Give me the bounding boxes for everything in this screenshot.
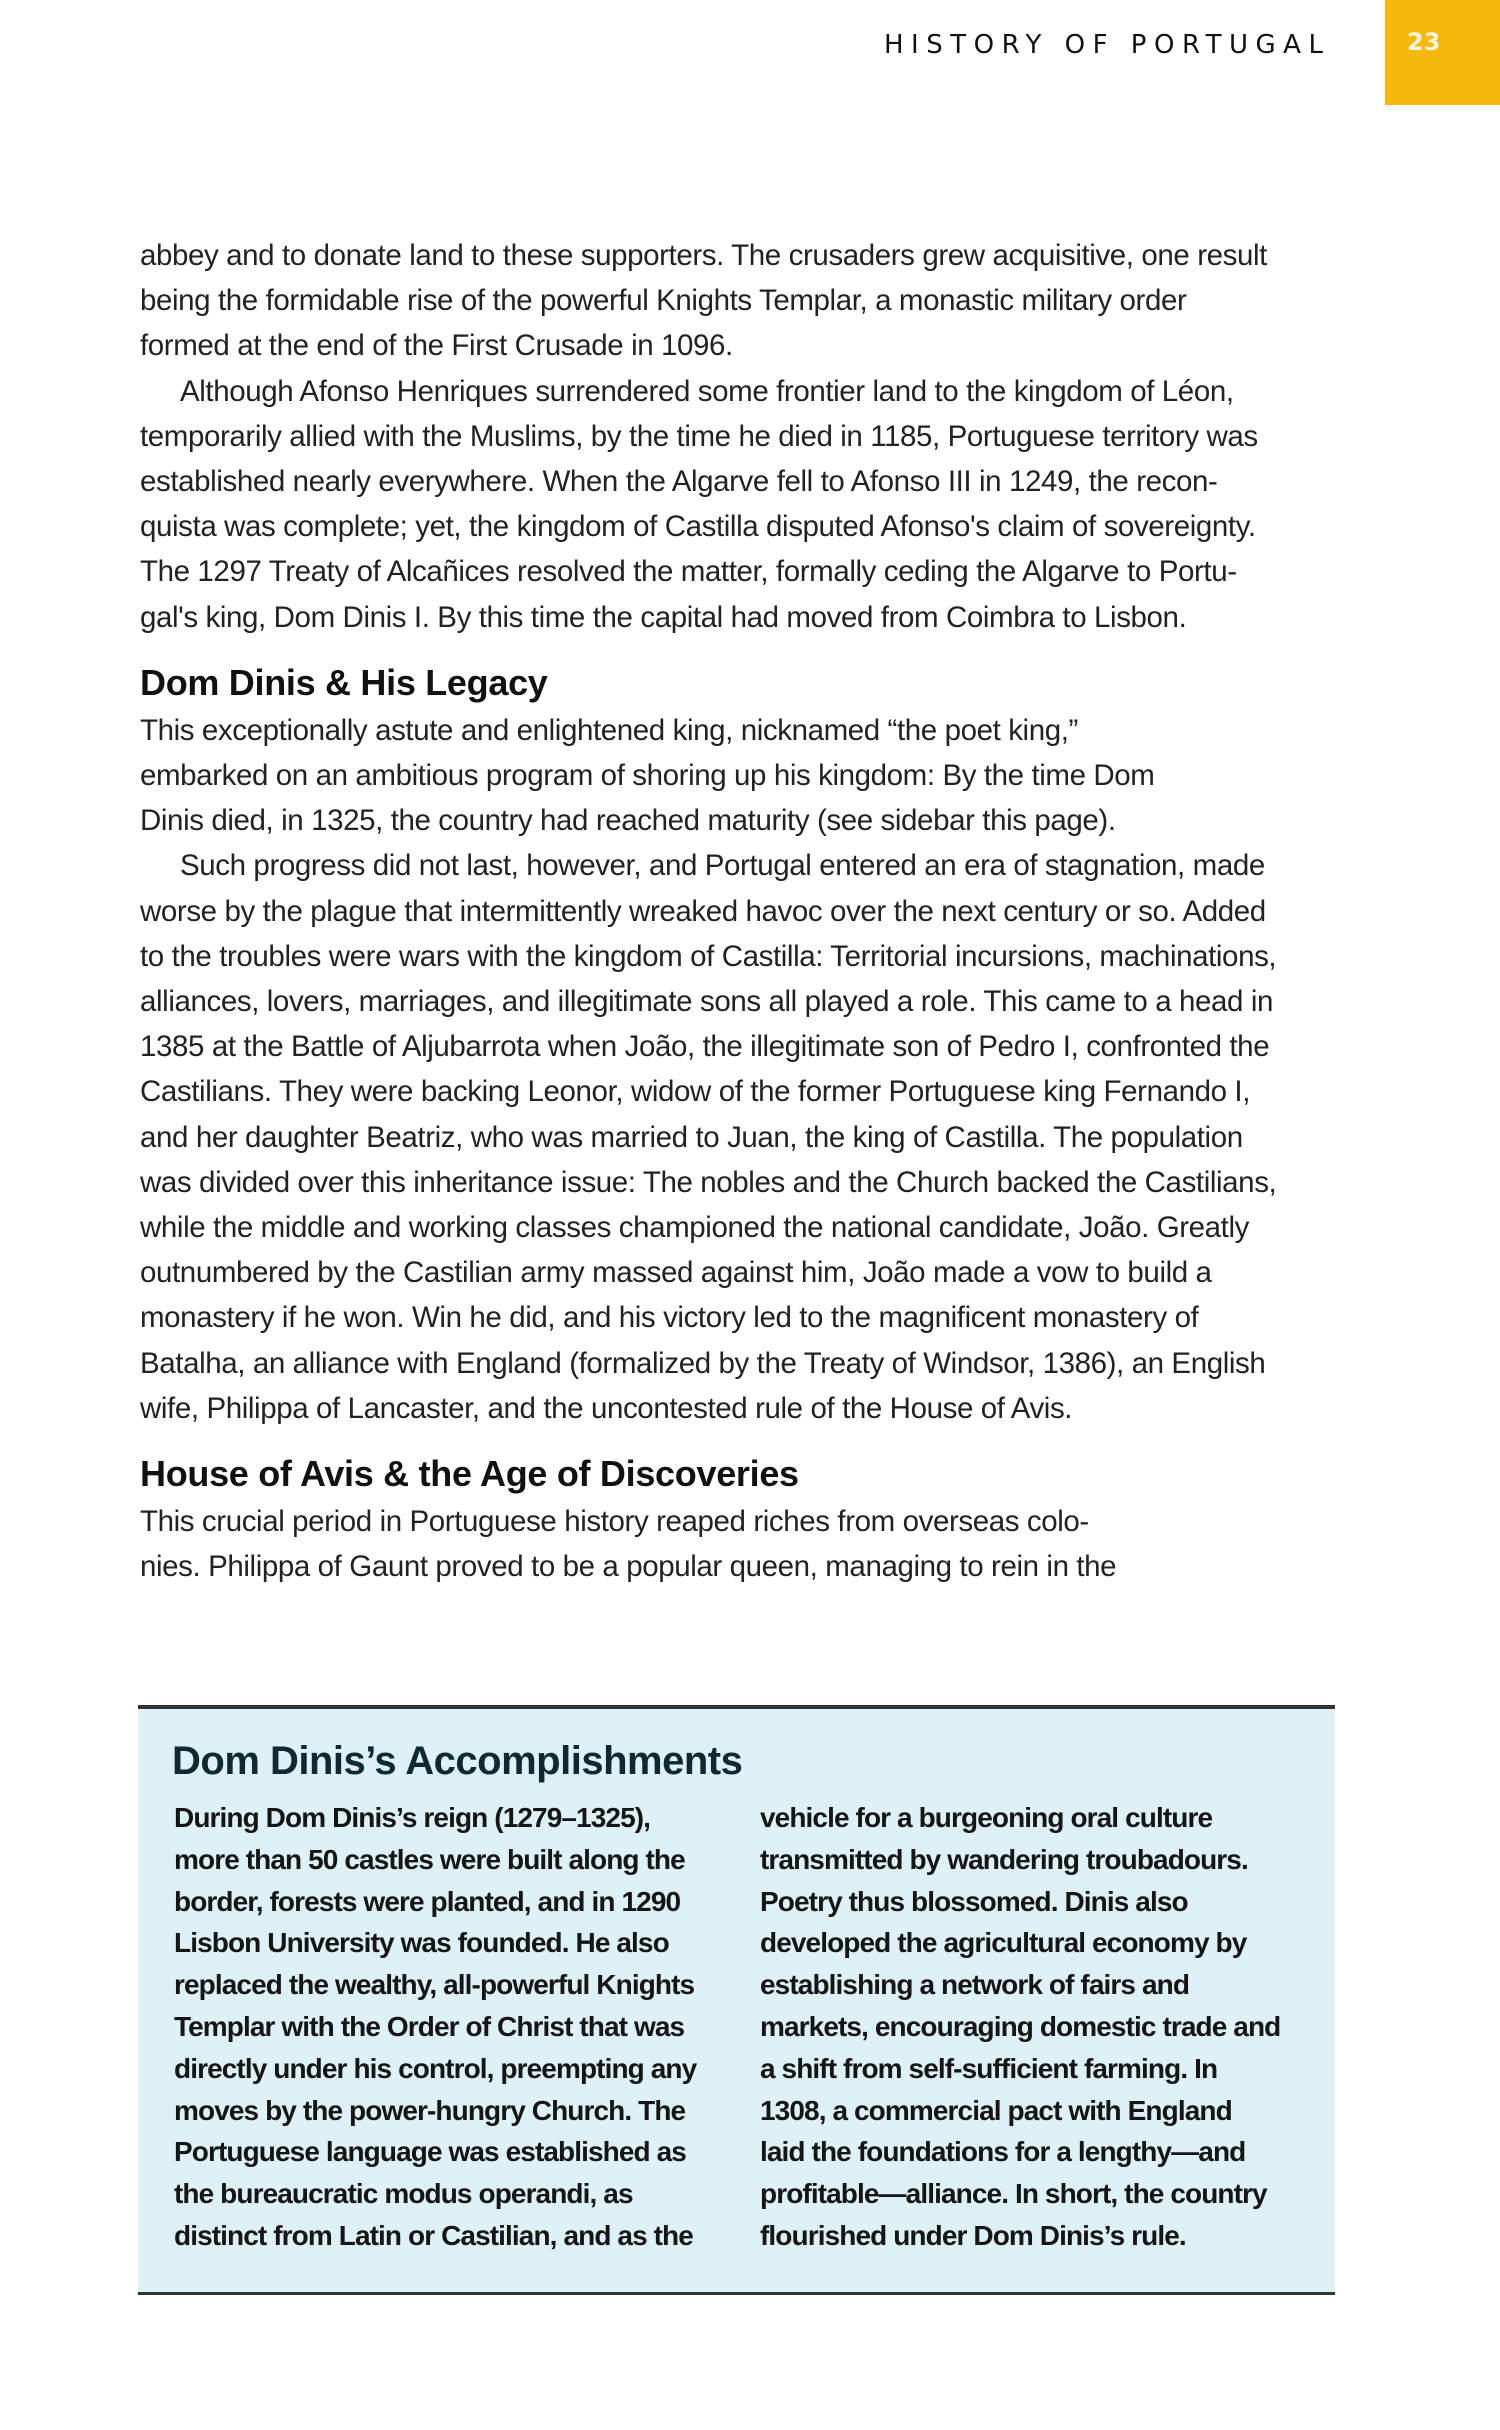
- text-line: Portuguese language was established as: [174, 2136, 686, 2168]
- text-line: moves by the power-hungry Church. The: [174, 2094, 686, 2126]
- text-line: During Dom Dinis’s reign (1279–1325),: [174, 1802, 651, 1833]
- text-line: Such progress did not last, however, and Portugal entered an era of stagnation, made: [180, 849, 1265, 883]
- sidebar-column-right: [760, 1797, 1280, 2257]
- sidebar-title: Dom Dinis’s Accomplishments: [172, 1739, 743, 1783]
- text-line: worse by the plague that intermittently wreaked havoc over the next century or so. Added: [140, 894, 1266, 928]
- text-line: Poetry thus blossomed. Dinis also: [760, 1885, 1188, 1917]
- text-line: more than 50 castles were built along the: [174, 1843, 685, 1875]
- text-line: profitable—alliance. In short, the country: [760, 2178, 1267, 2210]
- sidebar-box: [138, 1705, 1335, 2295]
- paragraph: [140, 1499, 1250, 1589]
- text-line: being the formidable rise of the powerful Knights Templar, a monastic military order: [140, 284, 1187, 318]
- text-line: embarked on an ambitious program of shoring up his kingdom: By the time Dom: [140, 759, 1155, 793]
- text-line: wife, Philippa of Lancaster, and the uncontested rule of the House of Avis.: [140, 1391, 1073, 1425]
- text-line: was divided over this inheritance issue: The nobles and the Church backed the Castilians,: [140, 1165, 1277, 1199]
- text-line: established nearly everywhere. When the Algarve fell to Afonso III in 1249, the recon-: [140, 465, 1218, 499]
- paragraph: [140, 843, 1277, 1431]
- text-line: 1385 at the Battle of Aljubarrota when João, the illegitimate son of Pedro I, confronted the: [140, 1030, 1270, 1064]
- text-line: 1308, a commercial pact with England: [760, 2094, 1232, 2126]
- text-line: alliances, lovers, marriages, and illegitimate sons all played a role. This came to a head in: [140, 985, 1274, 1019]
- text-line: quista was complete; yet, the kingdom of Castilla disputed Afonso's claim of sovereignty.: [140, 510, 1256, 544]
- text-line: border, forests were planted, and in 1290: [174, 1885, 681, 1917]
- text-line: while the middle and working classes championed the national candidate, João. Greatly: [140, 1211, 1249, 1245]
- text-line: Dinis died, in 1325, the country had reached maturity (see sidebar this page).: [140, 804, 1116, 838]
- text-line: directly under his control, preempting any: [174, 2052, 697, 2084]
- paragraph: [140, 233, 1267, 369]
- paragraph: [140, 708, 1250, 844]
- text-line: This crucial period in Portuguese history reaped riches from overseas colo-: [140, 1505, 1089, 1539]
- text-line: The 1297 Treaty of Alcañices resolved the matter, formally ceding the Algarve to Portu-: [140, 555, 1237, 589]
- text-line: developed the agricultural economy by: [760, 1927, 1247, 1959]
- text-line: outnumbered by the Castilian army massed against him, João made a vow to build a: [140, 1256, 1212, 1290]
- main-text: [140, 233, 1277, 1589]
- page-number-tab: [1385, 0, 1500, 105]
- text-line: replaced the wealthy, all-powerful Knights: [174, 1969, 695, 2001]
- text-line: and her daughter Beatriz, who was married to Juan, the king of Castilla. The population: [140, 1120, 1243, 1154]
- text-line: to the troubles were wars with the kingdom of Castilla: Territorial incursions, machinations,: [140, 939, 1277, 973]
- section-heading: Dom Dinis & His Legacy: [140, 661, 548, 703]
- text-line: gal's king, Dom Dinis I. By this time the capital had moved from Coimbra to Lisbon.: [140, 600, 1187, 634]
- text-line: laid the foundations for a lengthy—and: [760, 2136, 1246, 2168]
- text-line: vehicle for a burgeoning oral culture: [760, 1802, 1213, 1833]
- text-line: the bureaucratic modus operandi, as: [174, 2178, 633, 2210]
- text-line: monastery if he won. Win he did, and his victory led to the magnificent monastery of: [140, 1301, 1199, 1335]
- text-line: Templar with the Order of Christ that was: [174, 2010, 685, 2042]
- text-line: temporarily allied with the Muslims, by the time he died in 1185, Portuguese territory was: [140, 419, 1258, 453]
- text-line: transmitted by wandering troubadours.: [760, 1843, 1248, 1875]
- sidebar-column-left: [174, 1797, 696, 2257]
- paragraph: [140, 369, 1258, 640]
- text-line: abbey and to donate land to these supporters. The crusaders grew acquisitive, one result: [140, 239, 1267, 272]
- text-line: formed at the end of the First Crusade in 1096.: [140, 329, 733, 363]
- section-heading: House of Avis & the Age of Discoveries: [140, 1453, 799, 1495]
- text-line: flourished under Dom Dinis’s rule.: [760, 2219, 1186, 2251]
- text-line: Batalha, an alliance with England (formalized by the Treaty of Windsor, 1386), an English: [140, 1346, 1266, 1380]
- text-line: distinct from Latin or Castilian, and as the: [174, 2219, 693, 2251]
- page-number: 23: [1407, 28, 1441, 56]
- text-line: markets, encouraging domestic trade and: [760, 2010, 1281, 2042]
- running-head: HISTORY OF PORTUGAL: [884, 30, 1331, 60]
- text-line: Although Afonso Henriques surrendered some frontier land to the kingdom of Léon,: [180, 374, 1234, 408]
- text-line: This exceptionally astute and enlightened king, nicknamed “the poet king,”: [140, 713, 1078, 747]
- text-line: Castilians. They were backing Leonor, widow of the former Portuguese king Fernando I,: [140, 1075, 1251, 1109]
- text-line: a shift from self-sufficient farming. In: [760, 2052, 1218, 2084]
- text-line: Lisbon University was founded. He also: [174, 1927, 669, 1959]
- text-line: establishing a network of fairs and: [760, 1969, 1190, 2001]
- text-line: nies. Philippa of Gaunt proved to be a popular queen, managing to rein in the: [140, 1550, 1117, 1584]
